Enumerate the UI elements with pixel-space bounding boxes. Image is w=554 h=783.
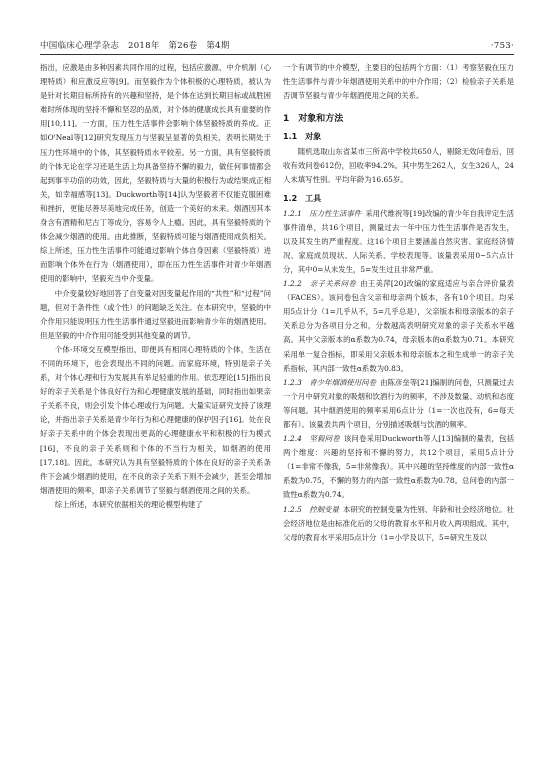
tool-text: 由王美萍[20]改编的家庭适应与亲合评价量表（FACES）。该问卷包含父亲和母亲两个版本，各有10个项目。均采用5点计分（1=几乎从不，5=几乎总是），父亲版本和母亲版本的亲子关系总分为各项目分之和，分数越高表明研究对象的亲子关系水平越高。其中父亲版本的α系数为0.74，母亲版本的α系数为0.71。本研究采用单一复合指标，即采用父亲版本和母亲版本之和生成单一的亲子关系指标，其内部一致性α系数为0.83。 [283, 279, 514, 373]
section-heading: 1 对象和方法 [283, 114, 344, 125]
tool-text: 由陈彦垒等[21]编制的问卷，只测量过去一个月中研究对象的吸烟和饮酒行为的频率，不涉及数量、动机和态度等问题。其中烟酒使用的频率采用6点计分（1=一次也没有，6=每天都有）。该量表共两个项目，分别描述吸烟与饮酒的频率。 [283, 377, 514, 429]
tool-text: 采用代维祝等[19]改编的青少年自我评定生活事件清单，共16个项目，测量过去一年中压力性生活事件是否发生，以及其发生的严重程度。这16个项目主要涵盖自然灾害、家庭经济情况、家庭成员现状、人际关系、学校表现等。该量表采用0~5六点计分，其中0=从未发生，5=发生过且非常严重。 [283, 208, 514, 274]
body-paragraph: 随机选取山东省某市三所高中学校共650人，剔除无效问卷后，回收有效问卷612份，回收率94.2%。其中男生262人，女生326人，24人未填写性别。平均年龄为16.65岁。 [283, 147, 514, 185]
tool-text: 该问卷采用Duckworth等人[13]编制的量表，包括两个维度：兴趣的坚持和不懈的努力，共12个项目，采用5点计分（1=非常不像我，5=非常像我）。其中兴趣的坚持维度的内部一致性α系数为0.75，不懈的努力的内部一致性α系数为0.78。总问卷的内部一致性α系数为0.74。 [283, 434, 514, 500]
tool-text: 本研究的控制变量为性别、年龄和社会经济地位。社会经济地位是由标准化后的父母的教育水平和月收入两项组成。其中，父母的教育水平采用5点计分（1=小学及以下，5=研究生及以 [283, 504, 514, 542]
tool-item [283, 503, 514, 545]
body-paragraph: 一个有调节的中介模型，主要目的包括两个方面：（1）考察坚毅在压力性生活事件与青少年烟酒使用关系中的中介作用；（2）检验亲子关系是否调节坚毅与青少年烟酒使用之间的关系。 [283, 63, 514, 101]
tool-title: 1.2.1 压力性生活事件 [283, 208, 362, 218]
running-header [40, 39, 514, 53]
body-paragraph: 综上所述，本研究依据相关的理论模型构建了 [54, 499, 203, 509]
header-rule [40, 54, 514, 55]
tool-title: 1.2.5 控制变量 [283, 504, 340, 514]
tool-title: 1.2.4 坚毅问卷 [283, 434, 340, 444]
subsection-heading: 1.2 工具 [283, 193, 322, 203]
left-column [40, 61, 271, 512]
tool-title: 1.2.3 青少年烟酒使用问卷 [283, 377, 377, 387]
tool-item [283, 432, 514, 502]
body-paragraph: 个体-环境交互模型指出，即便具有相同心理特质的个体，生活在不同的环境下，也会表现出不同的问题。而家庭环境，特别是亲子关系，对个体心理和行为发展具有举足轻重的作用。依恋理论[15]指出良好的亲子关系是个体良好行为和心理健康发展的基础，同时指出如果亲子关系不良，则会引发个体心理或行为问题。大量实证研究支持了该理论，并指出亲子关系是青少年行为和心理健康的保护因子[16]。处在良好亲子关系中的个体会表现出更高的心理健康水平和积极的行为模式[16]，不良的亲子关系则和个体的不当行为相关，如烟酒的使用[17,18]。因此，本研究认为具有坚毅特质的个体在良好的亲子关系条件下会减少烟酒的使用，在不良的亲子关系下则不会减少，甚至会增加烟酒使用的频率，即亲子关系调节了坚毅与烟酒使用之间的关系。 [40, 344, 271, 495]
tool-title: 1.2.2 亲子关系问卷 [283, 279, 357, 289]
tool-item [283, 207, 514, 277]
right-column [283, 61, 514, 545]
subsection-heading: 1.1 对象 [283, 132, 322, 142]
body-paragraph: 指出，应激是由多种因素共同作用的过程，包括应激源、中介机制（心理特质）和应激反应等[9]。而坚毅作为个体积极的心理特质，被认为是针对长期目标所持有的兴趣和坚持，是个体在达到长期目标或战胜困难时所体现的坚持不懈和坚忍的品质，对个体的健康成长具有重要的作用[10,11]。一方面，压力性生活事件会影响个体坚毅特质的养成。正如O'Neal等[12]研究发现压力与坚毅呈显著的负相关，表明长期处于压力性环境中的个体，其坚毅特质水平较差。另一方面，具有坚毅特质的个体无论在学习还是生活上均具备坚持不懈的毅力，做任何事情都会起到事半功倍的功效，因此，坚毅特质与大量的积极行为或结果成正相关，如幸福感等[13]。Duckworth等[14]认为坚毅者不仅能克服困难和挫折，更能尽善尽美地完成任务，创造一个美好的未来。烟酒因其本身含有酒精和尼古丁等成分，容易令人上瘾。因此，具有坚毅特质的个体会减少烟酒的使用。由此推断，坚毅特质可能与烟酒使用成负相关。综上所述，压力性生活事件可能通过影响个体自身因素（坚毅特质）进而影响个体外在行为（烟酒使用），即在压力性生活事件对青少年烟酒使用的影响中，坚毅充当中介变量。 [40, 63, 271, 284]
tool-item [283, 376, 514, 432]
page-number: ·753· [490, 41, 514, 51]
journal-info: 中国临床心理学杂志 2018年 第26卷 第4期 [40, 41, 230, 51]
body-paragraph: 中介变量较好地回答了自变量对因变量起作用的“共性”和“过程”问题，但对于条件性（或个性）的问题缺乏关注。在本研究中，坚毅的中介作用只能说明压力性生活事件通过坚毅进而影响青少年的烟酒使用。但是坚毅的中介作用可能受到其他变量的调节。 [40, 288, 271, 340]
tool-item [283, 277, 514, 376]
